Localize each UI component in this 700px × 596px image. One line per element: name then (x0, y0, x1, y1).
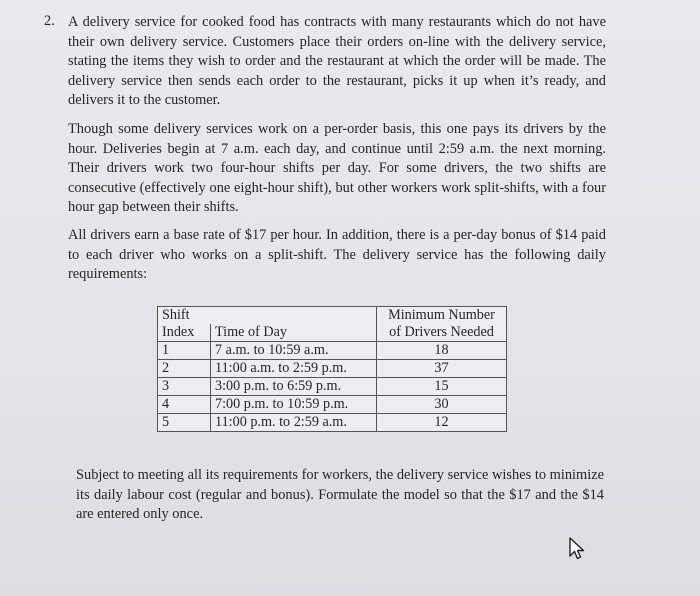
min-drivers-cell: 30 (377, 396, 507, 414)
min-drivers-cell: 18 (377, 342, 507, 360)
mouse-pointer-icon (566, 536, 588, 562)
paragraph-2: Though some delivery services work on a per-order basis, this one pays its drivers by the hour. Deliveries begin at 7 a.m. each day, and continue until 2:59 a.m. the next morning. Their drivers work two four-hour shifts per day. For some drivers, the two shifts are consecutive (effectively one eight-hour shift), but other workers work split-shifts, with a four hour gap between their shifts. (68, 121, 606, 216)
min-drivers-cell: 12 (377, 414, 507, 432)
table-row (158, 360, 507, 378)
table-row (158, 342, 507, 360)
table-header-row (158, 307, 507, 325)
header-min-line2: of Drivers Needed (377, 324, 507, 342)
paragraph-4: Subject to meeting all its requirements for workers, the delivery service wishes to minimize its daily labour cost (regular and bonus). Formulate the model so that the $17 and the $14 are entered only once. (76, 467, 604, 523)
shift-index-cell: 2 (158, 360, 211, 378)
shift-index-cell: 3 (158, 378, 211, 396)
header-shift: Shift (158, 307, 211, 325)
time-cell: 3:00 p.m. to 6:59 p.m. (211, 378, 377, 396)
min-drivers-cell: 15 (377, 378, 507, 396)
header-time: Time of Day (211, 324, 377, 342)
min-drivers-cell: 37 (377, 360, 507, 378)
table-row (158, 378, 507, 396)
paragraph-1: A delivery service for cooked food has contracts with many restaurants which do not have their own delivery service. Customers place their orders on-line with the delivery service, stating the items they wish to order and the restaurant at which the order will be made. The delivery service then sends each order to the restaurant, picks it up when it’s ready, and delivers it to the customer. (68, 14, 606, 109)
header-index: Index (158, 324, 211, 342)
header-min-line1: Minimum Number (377, 307, 507, 325)
shift-requirements-table (157, 306, 507, 432)
time-cell: 7:00 p.m. to 10:59 p.m. (211, 396, 377, 414)
question-number: 2. (44, 13, 55, 29)
table-header-row-2 (158, 324, 507, 342)
shift-index-cell: 4 (158, 396, 211, 414)
paragraph-3: All drivers earn a base rate of $17 per hour. In addition, there is a per-day bonus of $14 paid to each driver who works on a split-shift. The delivery service has the following daily requirements: (68, 227, 606, 283)
shift-index-cell: 5 (158, 414, 211, 432)
table-row (158, 396, 507, 414)
time-cell: 11:00 a.m. to 2:59 p.m. (211, 360, 377, 378)
time-cell: 7 a.m. to 10:59 a.m. (211, 342, 377, 360)
header-blank (211, 307, 377, 325)
shift-index-cell: 1 (158, 342, 211, 360)
table-row (158, 414, 507, 432)
time-cell: 11:00 p.m. to 2:59 a.m. (211, 414, 377, 432)
